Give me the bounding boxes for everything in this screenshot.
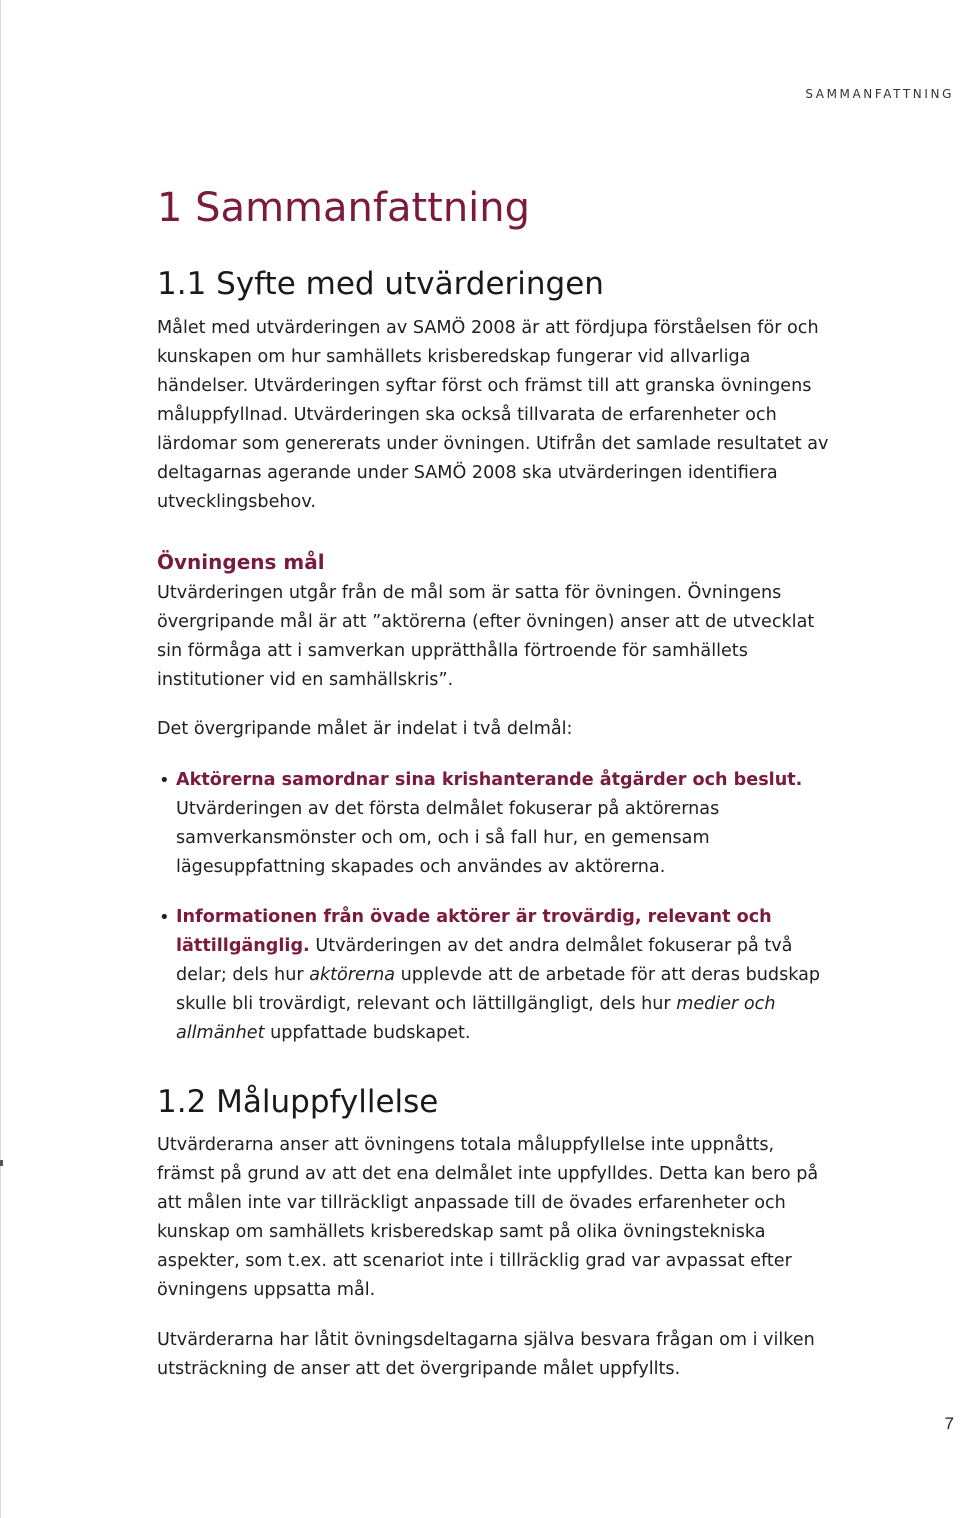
bullet-2-text-c: uppfattade budskapet. [264,1023,471,1043]
section-heading-1-2: 1.2 Måluppfyllelse [157,1084,439,1120]
bullet-2-text-b: upplevde att de arbetade för att deras budskap skulle bli trovärdigt, relevant och lättillgängligt, dels hur [176,965,821,1014]
running-header: SAMMANFATTNING [805,87,954,101]
section-1-2-paragraph-1: Utvärderarna anser att övningens totala måluppfyllelse inte uppnåtts, främst på grund av att det ena delmålet inte uppfylldes. Detta kan bero på att målen inte var tillräckligt anpassade till de övades erfarenheter och kunskap om samhällets krisberedskap samt på olika övningstekniska aspekter, som t.ex. att scenariot inte i tillräcklig grad var avpassat efter övningens uppsatta mål. [157,1135,819,1300]
delmal-intro: Det övergripande målet är indelat i två delmål: [157,719,573,739]
bullet-2-emphasis-b: medier och allmänhet [176,994,776,1043]
page-edge-line [0,0,1,1518]
bullet-item-1 [176,766,836,882]
bullet-1-lead: Aktörerna samordnar sina krishanterande åtgärder och beslut. [176,770,803,790]
bullet-2-lead: Informationen från övade aktörer är trovärdig, relevant och lättillgänglig. [176,907,772,956]
bullet-1-text: Utvärderingen av det första delmålet fokuserar på aktörernas samverkansmönster och om, och i så fall hur, en gemensam lägesuppfattning skapades och användes av aktörerna. [176,799,720,877]
page-title: 1 Sammanfattning [157,185,531,231]
bullet-2-emphasis-a: aktörerna [309,965,396,985]
bullet-item-2 [176,903,836,1048]
section-1-2-paragraph-2: Utvärderarna har låtit övningsdeltagarna själva besvara frågan om i vilken utsträckning de anser att det övergripande målet uppfyllts. [157,1330,815,1379]
bullet-icon: • [159,907,170,928]
subheading-ovningens-mal: Övningens mål [157,550,325,574]
bullet-2-text-a: Utvärderingen av det andra delmålet fokuserar på två delar; dels hur [176,936,793,985]
bullet-icon: • [159,770,170,791]
crop-mark [0,1160,3,1166]
page-number: 7 [944,1414,954,1433]
ovningens-mal-paragraph: Utvärderingen utgår från de mål som är satta för övningen. Övningens övergripande mål är att ”aktörerna (efter övningen) anser att de utvecklat sin förmåga att i samverkan upprätthålla förtroende för samhällets institutioner vid en samhällskris”. [157,583,815,690]
section-heading-1-1: 1.1 Syfte med utvärderingen [157,266,604,302]
section-1-1-paragraph: Målet med utvärderingen av SAMÖ 2008 är att fördjupa förståelsen för och kunskapen om hur samhällets krisberedskap fungerar vid allvarliga händelser. Utvärderingen syftar först och främst till att granska övningens måluppfyllnad. Utvärderingen ska också tillvarata de erfarenheter och lärdomar som genererats under övningen. Utifrån det samlade resultatet av deltagarnas agerande under SAMÖ 2008 ska utvärderingen identifiera utvecklingsbehov. [157,318,829,512]
